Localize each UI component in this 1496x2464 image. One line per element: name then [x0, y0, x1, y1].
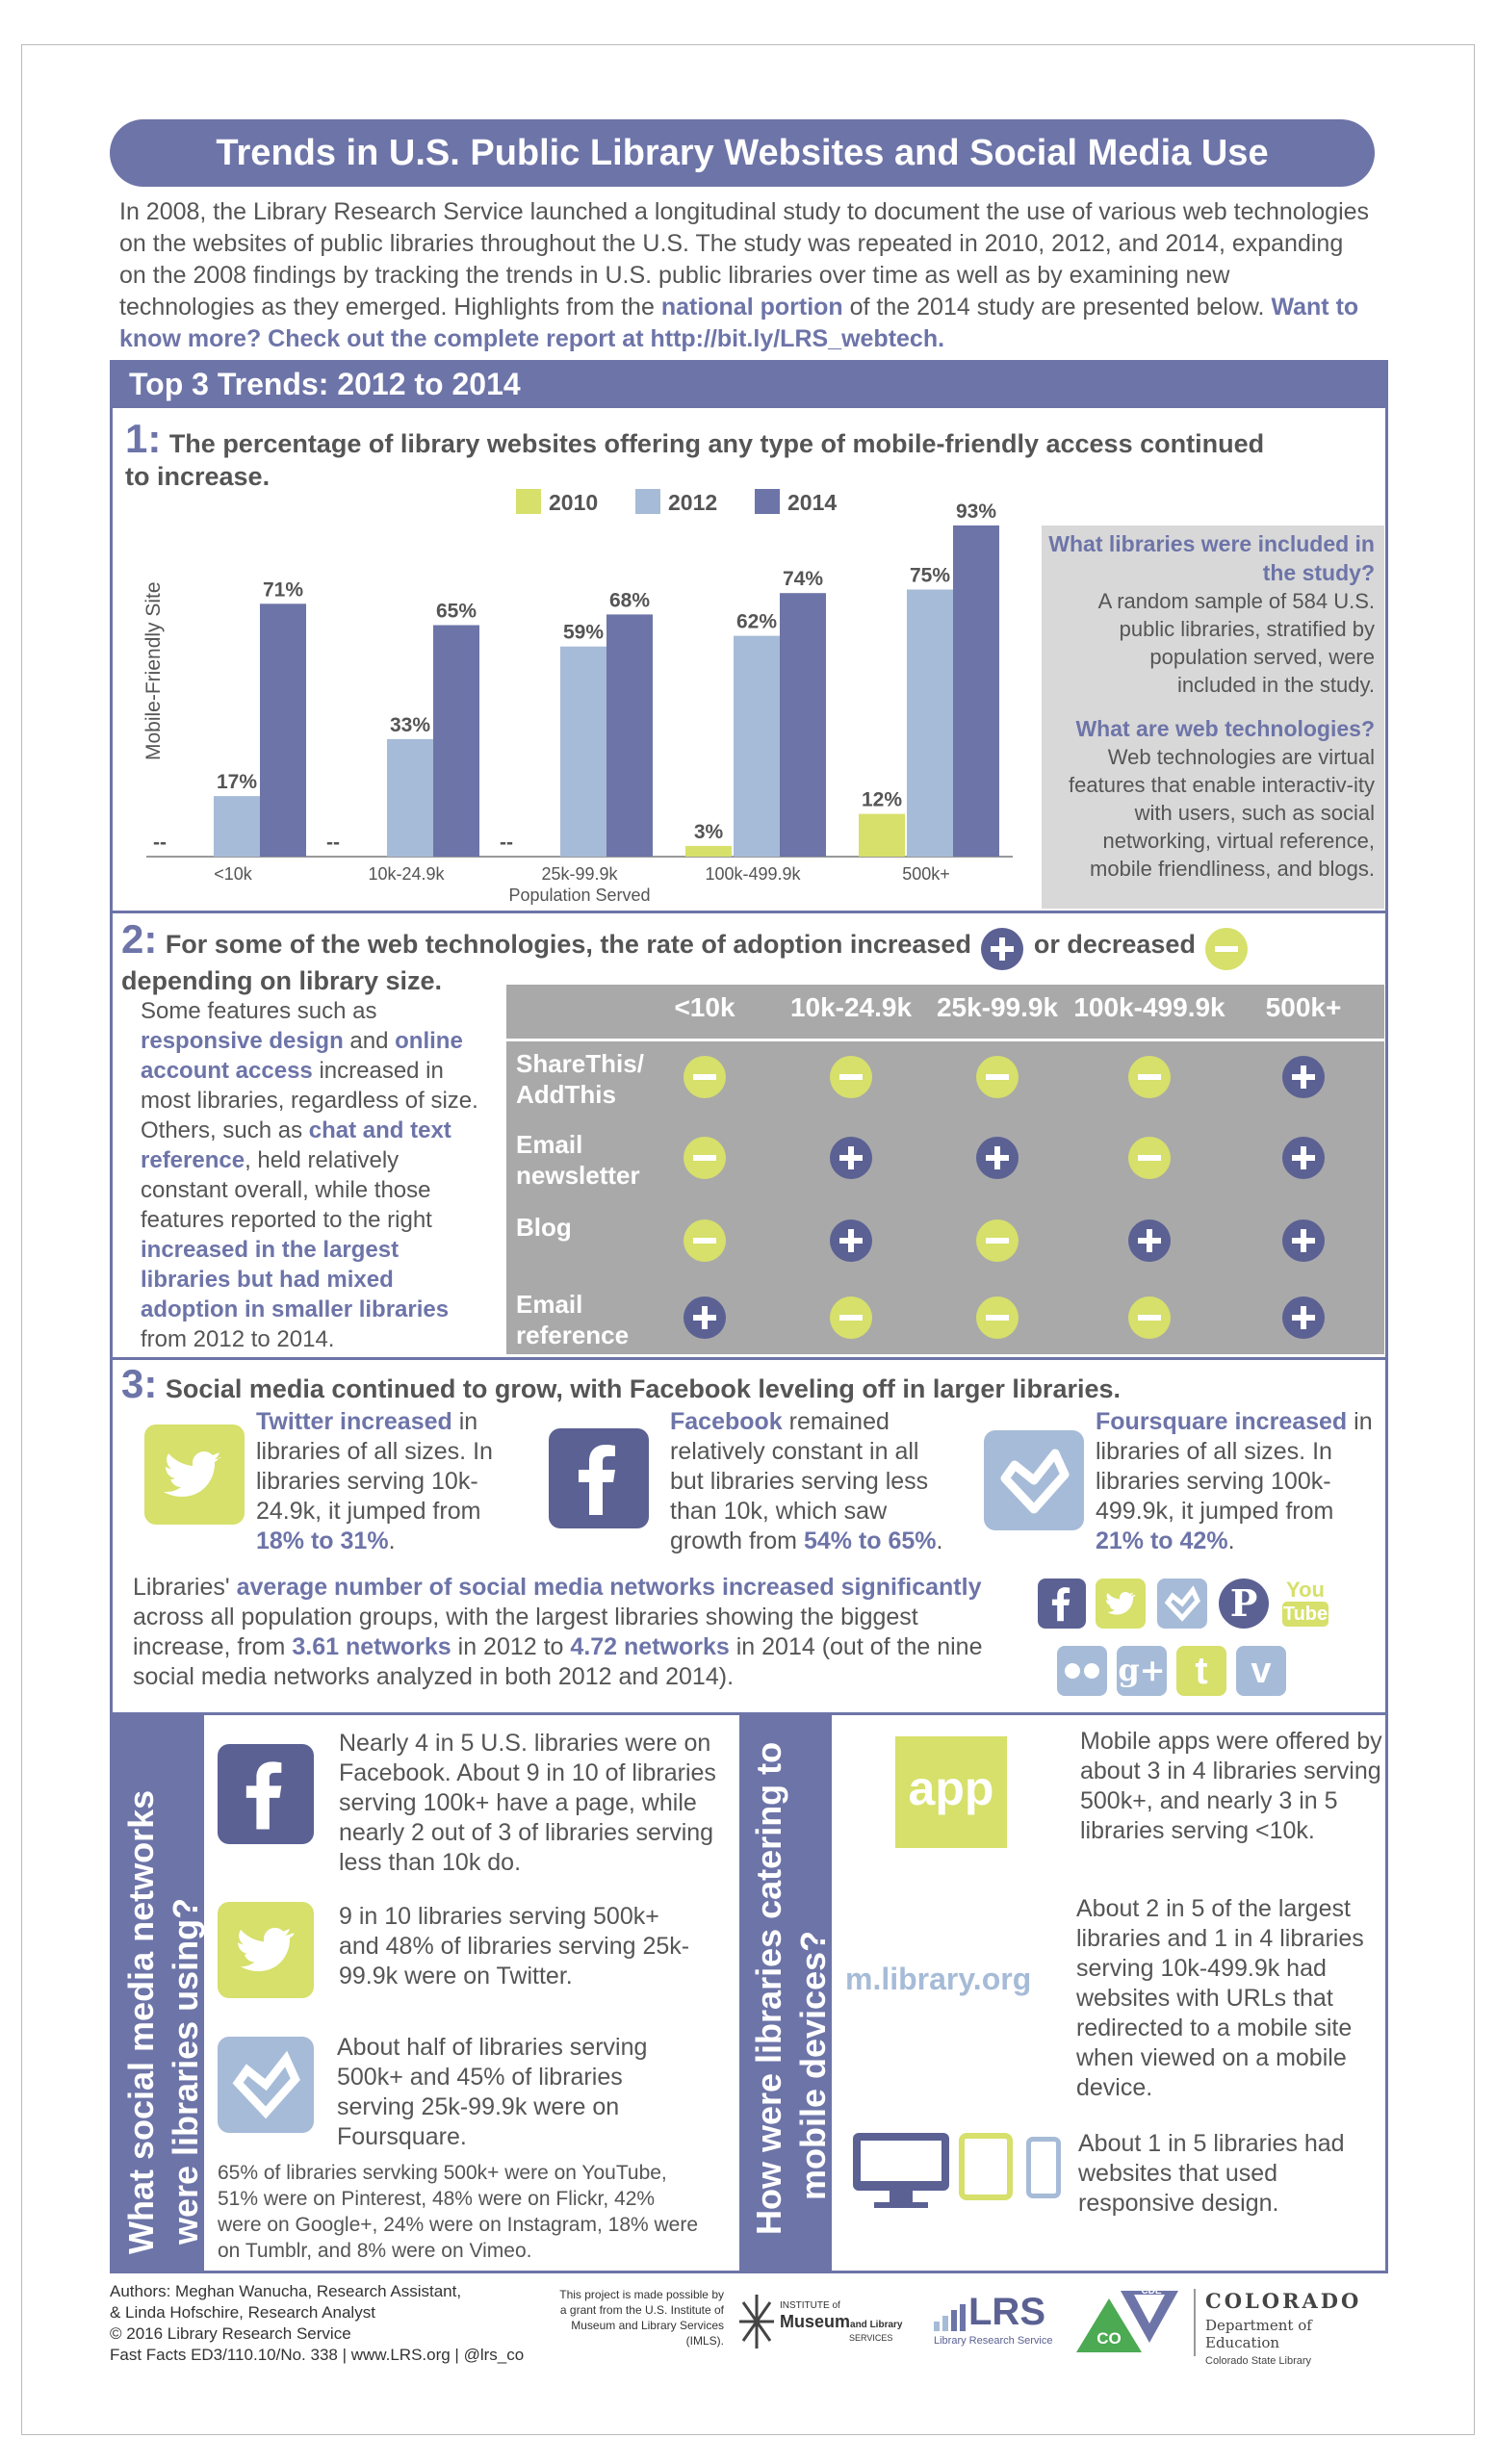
bar-value-label: 62%: [735, 610, 778, 633]
table-row-label: Email newsletter: [516, 1130, 640, 1190]
x-tick-label: 25k-99.9k: [541, 864, 618, 884]
state-library-label: Colorado State Library: [1205, 2355, 1312, 2367]
sidebar-question-1: What libraries were included in the study?: [1048, 531, 1375, 585]
table-column-header: 100k-499.9k: [1073, 992, 1225, 1022]
body-text: and: [343, 1028, 396, 1054]
avg-text-4: in 2014 (out of the nine social media networks analyzed in both 2012 and 2014).: [133, 1633, 983, 1690]
twitter-highlight: 18% to 31%: [256, 1527, 389, 1554]
section-3-title: Social media continued to grow, with Facebook leveling off in larger libraries.: [165, 1374, 1121, 1403]
mobile-apps-text: Mobile apps were offered by about 3 in 4 libraries serving 500k+, and nearly 3 in 5 libraries serving <10k.: [1080, 1728, 1382, 1844]
section-header: Top 3 Trends: 2012 to 2014: [110, 360, 1388, 408]
facebook-fact: [670, 1407, 949, 1556]
avg-text-3: in 2012 to: [451, 1633, 571, 1660]
lrs-wordmark: LRS: [968, 2291, 1045, 2333]
bar-missing-label: --: [500, 832, 513, 854]
phone-icon: [1026, 2137, 1061, 2198]
footer-authors-1: Authors: Meghan Wanucha, Research Assistant,: [110, 2282, 462, 2300]
decrease-icon: [1128, 1296, 1171, 1339]
twitter-icon: [144, 1424, 245, 1525]
facebook-highlight: 54% to 65%: [803, 1527, 937, 1554]
facebook-end: .: [936, 1527, 943, 1554]
foursquare-body: in libraries of all sizes. In libraries serving 100k-499.9k, it jumped from: [1096, 1408, 1373, 1525]
divider-1: [110, 911, 1388, 913]
sidebar-answer-2: Web technologies are virtual features that enable interactiv-ity with users, such as social networking, virtual reference, mobile friendliness, and blogs.: [1069, 745, 1375, 881]
section-2-number: 2:: [121, 916, 158, 962]
lrs-subtitle: Library Research Service: [934, 2335, 1053, 2347]
bar-2014: [433, 626, 479, 858]
bar-2012: [734, 636, 780, 857]
increase-icon: [1282, 1296, 1325, 1339]
imls-logo: [737, 2293, 930, 2350]
foursquare-end: .: [1227, 1527, 1235, 1554]
colorado-label: COLORADO: [1205, 2289, 1362, 2313]
mobile-url-label: m.library.org: [845, 1962, 1032, 1996]
bar-2014: [606, 614, 653, 857]
body-text: Some features such as: [141, 998, 377, 1024]
footer-fastfacts: Fast Facts ED3/110.10/No. 338 | www.LRS.org | @lrs_co: [110, 2346, 525, 2364]
section-2-title-or: or decreased: [1033, 930, 1196, 959]
bar-value-label: 12%: [861, 788, 903, 811]
footer-copyright: © 2016 Library Research Service: [110, 2324, 351, 2343]
section-2-title-a: For some of the web technologies, the rate of adoption increased: [165, 930, 971, 959]
right-title-line-2: mobile devices?: [793, 1930, 833, 2200]
left-title-line-2: were libraries using?: [166, 1897, 205, 2245]
increase-icon: [1282, 1056, 1325, 1098]
bar-2014: [780, 593, 826, 857]
cde-label: CDE: [1141, 2286, 1162, 2297]
bar-value-label: 59%: [562, 621, 605, 644]
colorado-dept-text: [1194, 2289, 1386, 2367]
page-title: Trends in U.S. Public Library Websites and Social Media Use: [110, 119, 1375, 187]
google-plus-icon: g+: [1117, 1646, 1167, 1696]
section-1-number: 1:: [125, 416, 162, 461]
table-row-label: Email reference: [516, 1290, 630, 1349]
bar-value-label: 68%: [608, 589, 651, 612]
twitter-end: .: [388, 1527, 396, 1554]
twitter-fact: [256, 1407, 506, 1556]
decrease-icon: [976, 1296, 1019, 1339]
bar-value-label: 65%: [435, 600, 477, 623]
foursquare-fact: [1096, 1407, 1375, 1556]
x-tick-label: <10k: [214, 864, 252, 884]
decrease-icon: [1128, 1056, 1171, 1098]
decrease-icon: [830, 1056, 872, 1098]
intro-text: In 2008, the Library Research Service launched a longitudinal study to document the use of various web technologies on the websites of public libraries throughout the U.S. The study was repeated in 2010, 2012, and 2014, expanding on the 2008 findings by tracking the trends in U.S. public libraries over time as well as by examining new technologies as they emerged. Highlights from the: [119, 198, 1370, 321]
facebook-usage-text: Nearly 4 in 5 U.S. libraries were on Facebook. About 9 in 10 of libraries serving 100k+ have a page, while nearly 2 out of 3 of libraries serving less than 10k do.: [339, 1730, 716, 1876]
body-highlight: chat and text reference: [141, 1117, 451, 1173]
x-tick-label: 10k-24.9k: [368, 864, 445, 884]
twitter-icon-large: [218, 1902, 314, 1998]
legend-swatch-2010: [516, 489, 541, 514]
national-portion-link[interactable]: national portion: [660, 294, 843, 321]
section-2-body: [141, 996, 491, 1354]
bar-value-label: 3%: [693, 820, 724, 843]
vimeo-icon: v: [1236, 1646, 1286, 1696]
foursquare-small-icon: [1157, 1578, 1207, 1629]
increase-icon: [684, 1296, 726, 1339]
facebook-small-icon: [1038, 1578, 1086, 1629]
x-tick-label: 100k-499.9k: [705, 864, 801, 884]
youtube-icon: [1282, 1578, 1328, 1632]
table-row-label: Blog: [516, 1213, 572, 1242]
section-3-heading: [121, 1361, 1373, 1407]
plus-icon: [981, 928, 1023, 970]
social-icon-grid: [1038, 1578, 1384, 1704]
twitter-lead: Twitter increased: [256, 1408, 452, 1435]
cde-logo: [1072, 2285, 1188, 2358]
decrease-icon: [976, 1219, 1019, 1262]
desktop-icon: [853, 2133, 949, 2210]
bar-value-label: 93%: [955, 500, 997, 523]
section-2-title-b: depending on library size.: [121, 965, 443, 995]
youtube-tube: Tube: [1282, 1604, 1328, 1625]
left-panel-title-bar: [110, 1715, 204, 2273]
y-axis-label: Mobile-Friendly Site: [142, 581, 165, 760]
app-icon: app: [895, 1736, 1007, 1848]
table-column-header: 500k+: [1265, 992, 1342, 1022]
report-link[interactable]: Want to know more? Check out the complete report at http://bit.ly/LRS_webtech.: [119, 294, 1359, 352]
redirect-text: About 2 in 5 of the largest libraries and 1 in 4 libraries serving 10k-499.9k had websites with URLs that redirected to a mobile site when viewed on a mobile device.: [1076, 1895, 1364, 2101]
left-panel-title: [119, 1790, 208, 2254]
tumblr-icon: t: [1176, 1646, 1226, 1696]
foursquare-icon-large: [218, 2037, 314, 2133]
bar-2010: [859, 814, 905, 857]
bar-missing-label: --: [153, 832, 167, 854]
facebook-lead: Facebook: [670, 1408, 783, 1435]
imls-services: SERVICES: [849, 2333, 893, 2343]
avg-number-2014: 4.72 networks: [570, 1633, 730, 1660]
bar-2010: [685, 846, 732, 857]
body-text: , held relatively constant overall, while those features reported to the right: [141, 1147, 432, 1233]
table-column-header: 10k-24.9k: [789, 992, 913, 1022]
sidebar-info: [1042, 526, 1384, 909]
avg-number-2012: 3.61 networks: [292, 1633, 451, 1660]
decrease-icon: [830, 1296, 872, 1339]
avg-text-1: Libraries': [133, 1574, 237, 1601]
responsive-design-text: About 1 in 5 libraries had websites that used responsive design.: [1078, 2130, 1345, 2217]
bar-2014: [260, 603, 306, 857]
increase-icon: [830, 1219, 872, 1262]
body-highlight: responsive design: [141, 1028, 344, 1054]
bar-missing-label: --: [326, 832, 340, 854]
x-tick-label: 500k+: [902, 864, 950, 884]
adoption-table: [506, 985, 1384, 1354]
increase-icon: [830, 1137, 872, 1179]
table-column-header: <10k: [674, 992, 735, 1022]
imls-wordmark: [780, 2312, 902, 2332]
bar-2012: [387, 739, 433, 857]
decrease-icon: [684, 1219, 726, 1262]
avg-highlight: average number of social media networks increased significantly: [236, 1574, 982, 1601]
imls-line-1: INSTITUTE of: [780, 2300, 840, 2311]
intro-text-2: of the 2014 study are presented below.: [849, 294, 1265, 321]
flickr-icon: [1057, 1646, 1107, 1696]
mobile-friendly-chart: [125, 472, 1040, 914]
right-title-line-1: How were libraries catering to: [749, 1741, 788, 2235]
bar-2014: [953, 526, 999, 857]
decrease-icon: [684, 1137, 726, 1179]
increase-icon: [976, 1137, 1019, 1179]
facebook-body: remained relatively constant in all but libraries serving less than 10k, which saw growth from: [670, 1408, 929, 1554]
imls-museum: Museum: [780, 2312, 851, 2331]
lrs-logo: [934, 2291, 1059, 2350]
bar-value-label: 75%: [909, 564, 951, 587]
legend-label-2014: 2014: [787, 490, 838, 515]
increase-icon: [1128, 1219, 1171, 1262]
table-row-label: ShareThis/ AddThis: [516, 1049, 644, 1109]
avg-text-2: across all population groups, with the largest libraries showing the biggest increase, from: [133, 1604, 918, 1660]
bar-2012: [907, 590, 953, 858]
foursquare-usage-text: About half of libraries serving 500k+ and 45% of libraries serving 25k-99.9k were on Foursquare.: [337, 2034, 648, 2150]
avg-networks-text: [133, 1573, 1019, 1692]
imls-and-library: and Library: [850, 2320, 903, 2330]
imls-logo-mark: [737, 2293, 776, 2350]
section-3-number: 3:: [121, 1361, 158, 1406]
facebook-icon: [549, 1428, 649, 1528]
twitter-body: in libraries of all sizes. In libraries serving 10k-24.9k, it jumped from: [256, 1408, 493, 1525]
table-column-header: 25k-99.9k: [936, 992, 1059, 1022]
right-panel-title-bar: [739, 1715, 832, 2273]
facebook-icon-large: [218, 1744, 314, 1844]
decrease-icon: [684, 1056, 726, 1098]
footer-grant-text: This project is made possible by a grant from the U.S. Institute of Museum and Library Services (IMLS).: [559, 2288, 724, 2348]
divider-2: [110, 1357, 1388, 1360]
x-axis-label: Population Served: [508, 886, 651, 905]
bar-value-label: 71%: [262, 578, 304, 602]
increase-icon: [1282, 1137, 1325, 1179]
bar-2012: [560, 647, 606, 857]
legend-swatch-2012: [635, 489, 660, 514]
legend-swatch-2014: [755, 489, 780, 514]
bar-value-label: 33%: [389, 713, 431, 736]
foursquare-icon: [984, 1430, 1084, 1530]
section-1-title: The percentage of library websites offering any type of mobile-friendly access continued to increase.: [125, 429, 1265, 491]
legend-label-2010: 2010: [549, 490, 599, 515]
minus-icon: [1205, 928, 1248, 970]
bar-value-label: 74%: [782, 568, 824, 591]
tablet-icon: [959, 2133, 1013, 2200]
body-highlight: increased in the largest libraries but had mixed adoption in smaller libraries: [141, 1237, 450, 1322]
intro-paragraph: [119, 196, 1371, 355]
decrease-icon: [976, 1056, 1019, 1098]
sidebar-question-2: What are web technologies?: [1075, 716, 1375, 741]
co-badge-label: CO: [1096, 2329, 1122, 2348]
body-highlight: online account access: [141, 1028, 463, 1084]
pinterest-icon: P: [1219, 1578, 1269, 1629]
foursquare-lead: Foursquare increased: [1096, 1408, 1348, 1435]
body-text: from 2012 to 2014.: [141, 1326, 335, 1352]
twitter-usage-text: 9 in 10 libraries serving 500k+ and 48% of libraries serving 25k-99.9k were on Twitter.: [339, 1903, 690, 1989]
table-header-divider: [506, 1039, 1384, 1041]
lrs-bars: [934, 2304, 967, 2331]
bar-value-label: 17%: [216, 771, 258, 794]
dept-education-label: Department of Education: [1205, 2317, 1312, 2351]
footer-credits: [110, 2281, 533, 2366]
other-networks-text: 65% of libraries servking 500k+ were on YouTube, 51% were on Pinterest, 48% were on Flickr, 42% were on Google+, 24% were on Instagram, 18% were on Tumblr, and 8% were on Vimeo.: [218, 2162, 699, 2262]
legend-label-2012: 2012: [668, 490, 718, 515]
body-text: increased in most libraries, regardless of size. Others, such as: [141, 1058, 478, 1143]
footer-authors-2: & Linda Hofschire, Research Analyst: [110, 2303, 375, 2322]
twitter-small-icon: [1096, 1578, 1146, 1629]
youtube-you: You: [1286, 1578, 1325, 1602]
bar-2012: [214, 796, 260, 857]
foursquare-highlight: 21% to 42%: [1096, 1527, 1228, 1554]
increase-icon: [1282, 1219, 1325, 1262]
decrease-icon: [1128, 1137, 1171, 1179]
sidebar-answer-1: A random sample of 584 U.S. public libraries, stratified by population served, were included in the study.: [1097, 589, 1375, 697]
left-title-line-1: What social media networks: [121, 1789, 161, 2254]
right-panel-title: [747, 1742, 836, 2235]
